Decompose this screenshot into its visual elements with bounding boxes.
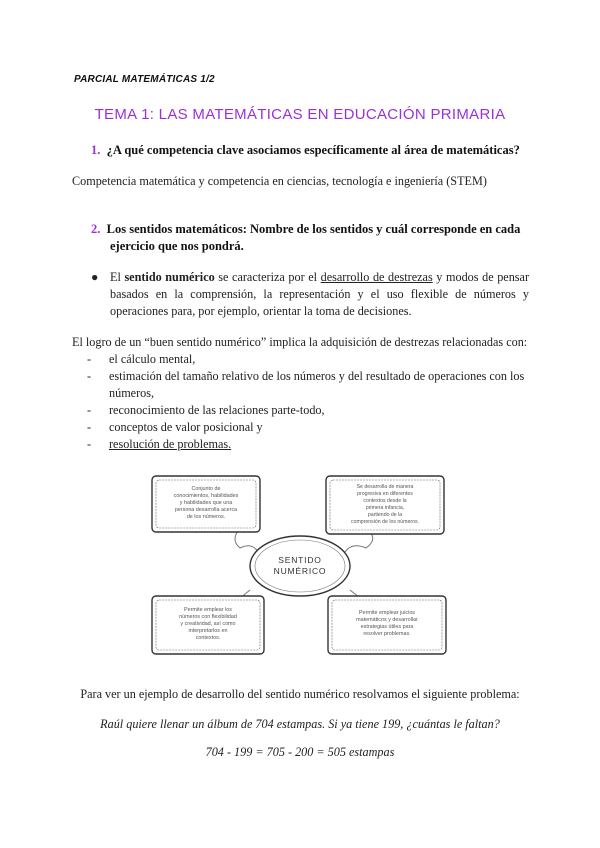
box-br-line: resolver problemas. <box>363 631 411 637</box>
box-bl-line: contextos. <box>195 635 221 641</box>
question-2-number: 2. <box>91 222 101 236</box>
destrezas-list <box>89 351 529 453</box>
box-tr-line: progresiva en diferentes <box>357 491 413 497</box>
box-br-line: estrategias útiles para <box>360 624 414 630</box>
bullet-underlined-term: desarrollo de destrezas <box>320 270 433 284</box>
box-bl-line: números con flexibilidad <box>179 614 237 620</box>
box-tr-line: Se desarrolla de manera <box>356 484 414 490</box>
box-tr-line: comprensión de los números. <box>350 519 420 525</box>
sentido-numerico-diagram <box>140 470 460 665</box>
diagram-box-top-left <box>152 476 260 532</box>
diagram-box-top-right <box>326 476 444 534</box>
logro-intro: El logro de un “buen sentido numérico” implica la adquisición de destrezas relacionadas con: <box>72 335 528 349</box>
center-label-line2: NUMÉRICO <box>273 566 327 576</box>
sentido-numerico-paragraph <box>110 269 529 320</box>
bullet-bold-term: sentido numérico <box>124 270 215 284</box>
list-item: - el cálculo mental, <box>89 351 529 368</box>
diagram-box-bottom-left <box>152 596 264 654</box>
answer-1: Competencia matemática y competencia en ciencias, tecnología e ingeniería (STEM) <box>72 174 487 188</box>
bullet-dot: ● <box>91 270 99 284</box>
box-tr-line: primera infancia, <box>365 505 405 511</box>
diagram-center-node <box>250 536 350 596</box>
box-tl-line: y habilidades que una <box>179 500 233 506</box>
list-item: - conceptos de valor posicional y <box>89 419 529 436</box>
example-problem: Raúl quiere llenar un álbum de 704 estampas. Si ya tiene 199, ¿cuántas le faltan? <box>100 717 500 731</box>
box-bl-line: Permite emplear los <box>184 607 232 613</box>
box-br-line: Permite emplear juicios <box>358 610 416 616</box>
bullet-text-3: y modos de pensar basados en la comprensión, la representación y el uso flexible de números y operaciones para, por ejemplo, orientar la toma de decisiones. <box>110 270 529 318</box>
bullet-text-1: El <box>110 270 125 284</box>
question-2-text-line1: Los sentidos matemáticos: Nombre de los sentidos y cuál corresponde en cada <box>106 222 521 236</box>
page-title: TEMA 1: LAS MATEMÁTICAS EN EDUCACIÓN PRIMARIA <box>94 106 506 123</box>
box-tl-line: persona desarrolla acerca <box>174 507 238 513</box>
box-tl-line: de los números. <box>186 514 226 520</box>
box-tr-line: contextos desde la <box>363 498 407 504</box>
question-1-text: ¿A qué competencia clave asociamos específicamente al área de matemáticas? <box>106 143 520 157</box>
list-item: - estimación del tamaño relativo de los números y del resultado de operaciones con los números, <box>89 368 529 402</box>
box-bl-line: y creatividad, así como <box>180 621 236 627</box>
question-1-number: 1. <box>91 143 101 157</box>
list-item: - reconocimiento de las relaciones parte-todo, <box>89 402 529 419</box>
list-item-underlined: resolución de problemas. <box>109 437 232 451</box>
list-item <box>89 436 529 453</box>
example-solution: 704 - 199 = 705 - 200 = 505 estampas <box>205 745 395 759</box>
box-br-line: matemáticos y desarrollar <box>356 617 418 623</box>
question-2-text-line2: ejercicio que nos pondrá. <box>110 239 244 253</box>
question-1 <box>91 142 531 159</box>
bullet-text-2: se caracteriza por el <box>214 270 321 284</box>
center-label-line1: SENTIDO <box>278 555 322 565</box>
diagram-box-bottom-right <box>328 596 446 654</box>
document-header-label: PARCIAL MATEMÁTICAS 1/2 <box>74 74 215 85</box>
box-tl-line: Conjunto de <box>191 486 221 492</box>
example-intro: Para ver un ejemplo de desarrollo del sentido numérico resolvamos el siguiente problema: <box>80 687 520 701</box>
question-2 <box>91 221 529 255</box>
box-bl-line: interpretarlos en <box>188 628 228 634</box>
box-tl-line: conocimientos, habilidades <box>173 493 239 499</box>
box-tr-line: partiendo de la <box>367 512 403 518</box>
